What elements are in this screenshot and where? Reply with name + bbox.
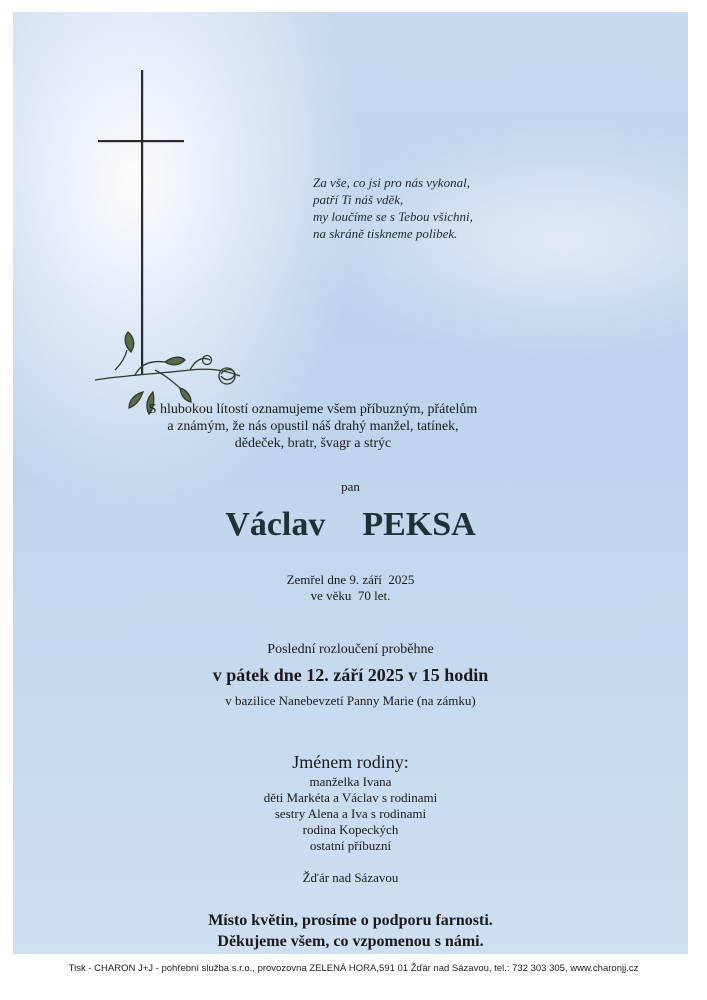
announcement-line: dědeček, bratr, švagr a strýc	[234, 436, 392, 451]
death-info	[213, 572, 488, 604]
announcement-text	[133, 401, 493, 452]
family-member: sestry Alena a Iva s rodinami	[274, 806, 427, 821]
obituary-card	[13, 12, 688, 954]
family-member: rodina Kopeckých	[302, 822, 399, 837]
salutation: pan	[341, 479, 360, 494]
farewell-intro: Poslední rozloučení proběhne	[267, 642, 434, 657]
motto-verse	[313, 174, 573, 242]
motto-line: my loučíme se s Tebou všichni,	[313, 209, 473, 224]
announcement-line: a známým, že nás opustil náš drahý manžel, tatínek,	[167, 419, 459, 434]
town: Žďár nad Sázavou	[302, 870, 399, 885]
family-heading: Jménem rodiny:	[292, 752, 409, 772]
cross-icon	[95, 70, 275, 430]
print-footer: Tisk - CHARON J+J - pohřební služba s.r.o., provozovna ZELENÁ HORA,591 01 Žďár nad Sázavou, tel.: 732 303 305, www.charonjj.cz	[68, 963, 639, 974]
motto-line: Za vše, co jsi pro nás vykonal,	[313, 175, 470, 190]
farewell-date-time: v pátek dne 12. září 2025 v 15 hodin	[212, 665, 489, 685]
announcement-line: S hlubokou lítostí oznamujeme všem příbuzným, přátelům	[148, 402, 478, 417]
family-list	[188, 774, 513, 854]
family-member: děti Markéta a Václav s rodinami	[263, 790, 438, 805]
death-age: ve věku 70 let.	[310, 588, 391, 603]
closing-line: Místo květin, prosíme o podporu farnosti.	[208, 912, 493, 929]
closing-text	[113, 910, 588, 952]
death-date: Zemřel dne 9. září 2025	[286, 572, 415, 587]
closing-line: Děkujeme všem, co vzpomenou s námi.	[217, 933, 484, 950]
motto-line: patří Ti náš vděk,	[313, 192, 404, 207]
family-member: manželka Ivana	[309, 774, 392, 789]
farewell-place: v bazilice Nanebevzetí Panny Marie (na zámku)	[225, 693, 476, 708]
family-member: ostatní příbuzní	[309, 838, 392, 853]
deceased-name: Václav PEKSA	[225, 506, 476, 543]
motto-line: na skráně tiskneme polibek.	[313, 226, 458, 241]
